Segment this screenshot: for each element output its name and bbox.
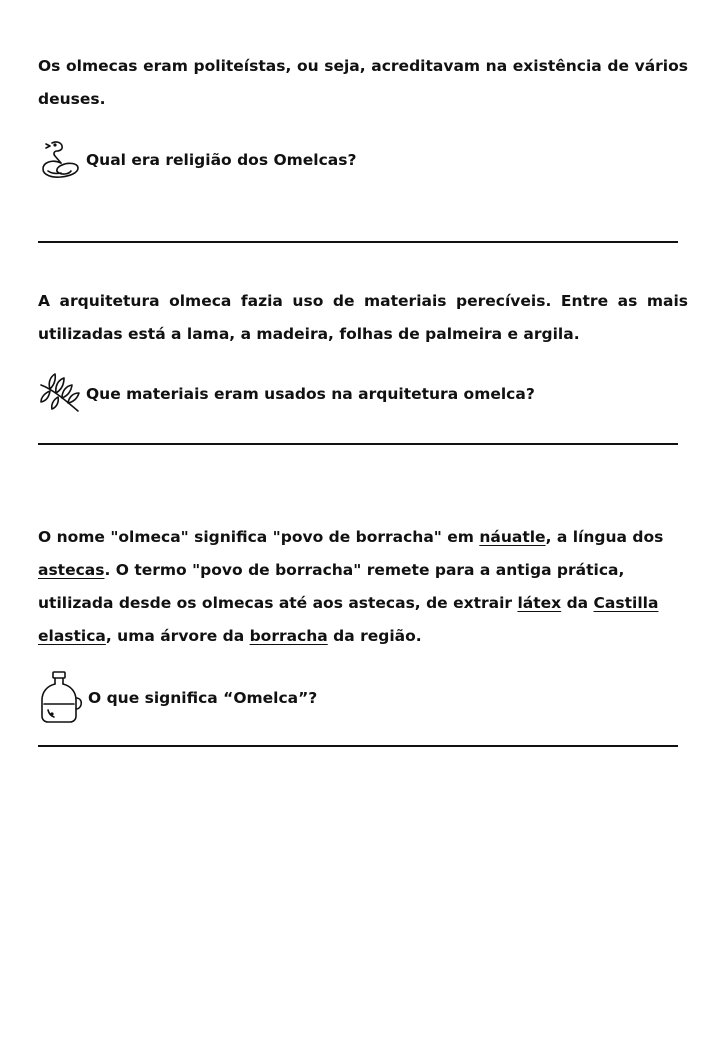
link-latex[interactable]: látex bbox=[517, 594, 562, 612]
link-nauatle[interactable]: náuatle bbox=[479, 528, 546, 546]
link-borracha[interactable]: borracha bbox=[249, 627, 328, 645]
question-meaning bbox=[38, 670, 688, 726]
question-religion bbox=[38, 137, 688, 183]
paragraph-meaning-part-2: , a língua dos bbox=[545, 528, 664, 546]
paragraph-architecture: A arquitetura olmeca fazia uso de materiais perecíveis. Entre as mais utilizadas está a lama, a madeira, folhas de palmeira e argila. bbox=[38, 292, 688, 343]
palm-leaf-icon bbox=[38, 371, 84, 417]
question-architecture bbox=[38, 371, 688, 417]
paragraph-meaning-part-6: da região. bbox=[327, 627, 422, 645]
question-architecture-text: Que materiais eram usados na arquitetura omelca? bbox=[86, 385, 535, 403]
answer-line-meaning[interactable] bbox=[38, 745, 678, 747]
snake-icon bbox=[38, 137, 84, 183]
paragraph-meaning-part-1: O nome "olmeca" significa "povo de borracha" em bbox=[38, 528, 480, 546]
answer-line-religion[interactable] bbox=[38, 241, 678, 243]
bottle-icon bbox=[38, 670, 84, 726]
paragraph-meaning bbox=[38, 521, 688, 653]
paragraph-religion: Os olmecas eram politeístas, ou seja, acreditavam na existência de vários deuses. bbox=[38, 57, 688, 108]
link-castilla-elastica[interactable]: Castilla elastica bbox=[38, 594, 659, 645]
question-religion-text: Qual era religião dos Omelcas? bbox=[86, 151, 357, 169]
answer-line-architecture[interactable] bbox=[38, 443, 678, 445]
link-astecas[interactable]: astecas bbox=[38, 561, 105, 579]
paragraph-meaning-part-5: , uma árvore da bbox=[105, 627, 250, 645]
paragraph-meaning-part-3: . O termo "povo de borracha" remete para a antiga prática, utilizada desde os olmecas até aos astecas, de extrair bbox=[38, 561, 625, 612]
question-meaning-text: O que significa “Omelca”? bbox=[88, 689, 318, 707]
paragraph-meaning-part-4: da bbox=[561, 594, 594, 612]
